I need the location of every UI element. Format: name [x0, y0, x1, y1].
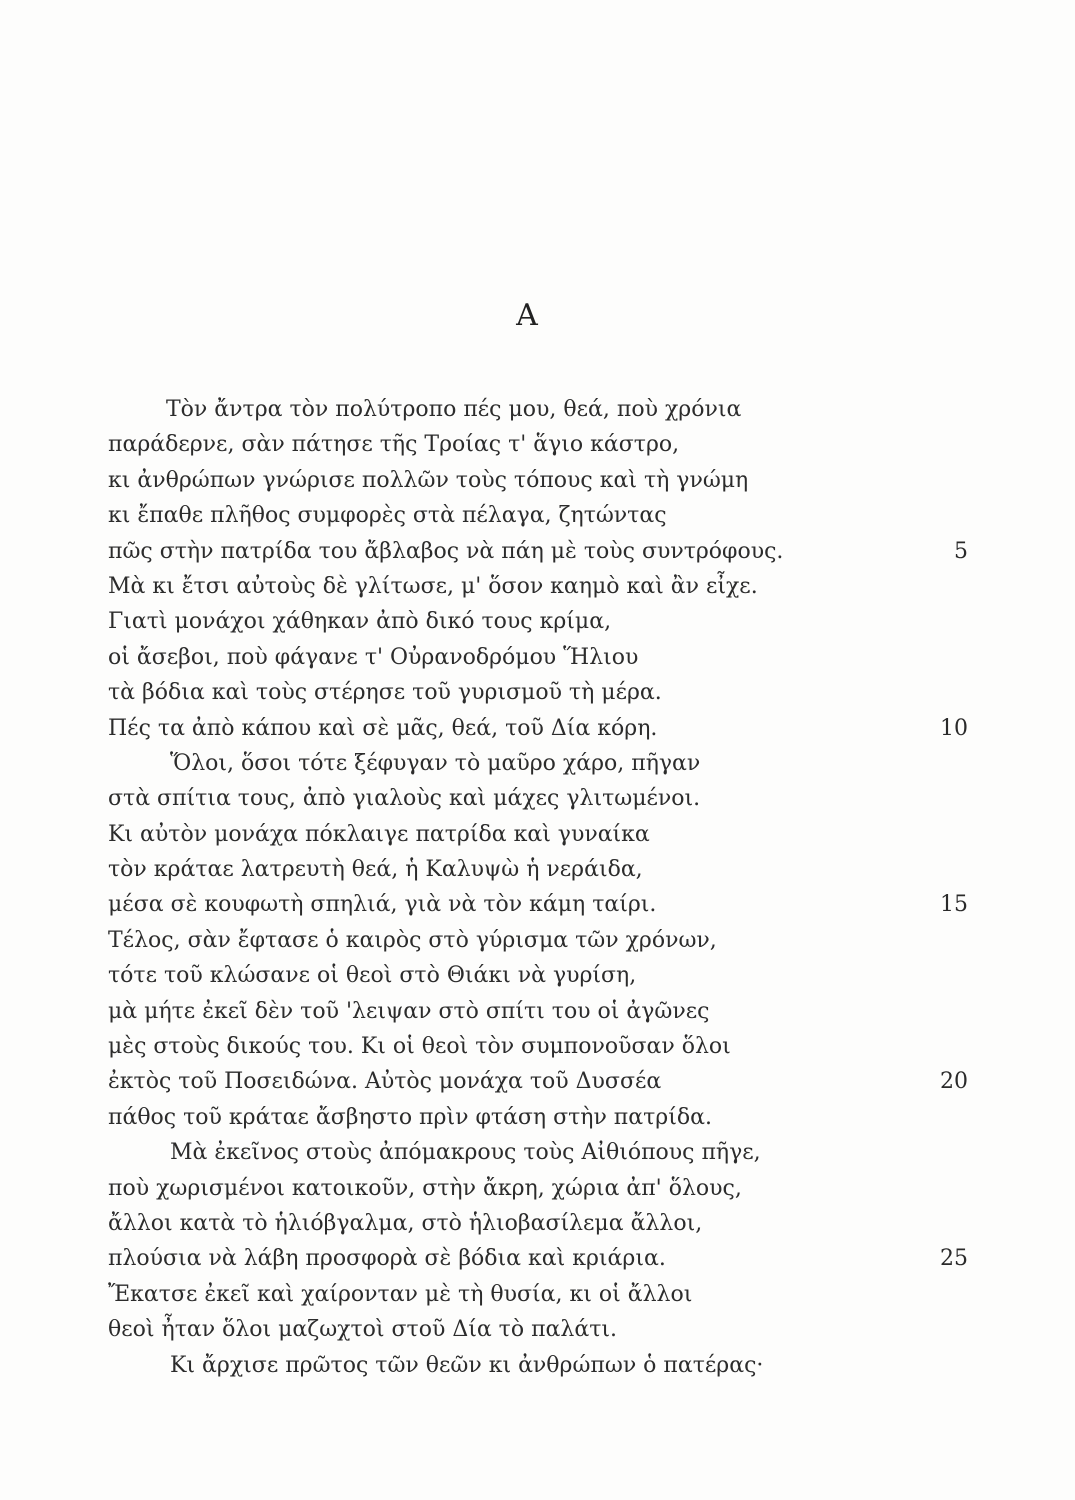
- verse-line: [108, 781, 968, 816]
- verse-text: πάθος τοῦ κράταε ἄσβηστο πρὶν φτάση στὴν πατρίδα.: [108, 1104, 712, 1130]
- verse-line: [108, 427, 968, 462]
- verse-text: ποὺ χωρισμένοι κατοικοῦν, στὴν ἄκρη, χώρια ἀπ' ὅλους,: [108, 1175, 742, 1201]
- verse-text: τὰ βόδια καὶ τοὺς στέρησε τοῦ γυρισμοῦ τὴ μέρα.: [108, 680, 662, 706]
- verse-line: [108, 498, 968, 533]
- book-title: Α: [516, 298, 539, 333]
- verse-line: [108, 1312, 968, 1347]
- verse-text: μὲς στοὺς δικούς του. Κι οἱ θεοὶ τὸν συμπονοῦσαν ὅλοι: [108, 1034, 731, 1060]
- verse-text: πῶς στὴν πατρίδα του ἄβλαβος νὰ πάη μὲ τοὺς συντρόφους.: [108, 538, 784, 564]
- verse-line: [108, 1277, 968, 1312]
- verse-text: Μὰ ἐκεῖνος στοὺς ἀπόμακρους τοὺς Αἰθιόπους πῆγε,: [170, 1140, 761, 1166]
- verse-line: [108, 852, 968, 887]
- verse-text: Ὅλοι, ὅσοι τότε ξέφυγαν τὸ μαῦρο χάρο, πῆγαν: [170, 750, 701, 776]
- verse-line: [108, 746, 968, 781]
- verse-line: [108, 958, 968, 993]
- verse-line: [108, 994, 968, 1029]
- verse-text: Γιατὶ μονάχοι χάθηκαν ἀπὸ δικό τους κρίμα,: [108, 609, 612, 635]
- verse-text: Ἔκατσε ἐκεῖ καὶ χαίρονταν μὲ τὴ θυσία, κι οἱ ἄλλοι: [108, 1281, 693, 1307]
- verse-text: οἱ ἄσεβοι, ποὺ φάγανε τ' Οὐρανοδρόμου Ἥλιου: [108, 644, 639, 670]
- verse-line: [108, 711, 968, 746]
- verse-text: ἄλλοι κατὰ τὸ ἡλιόβγαλμα, στὸ ἡλιοβασίλεμα ἄλλοι,: [108, 1210, 703, 1236]
- line-number: 10: [940, 715, 968, 741]
- verse-text: Πές τα ἀπὸ κάπου καὶ σὲ μᾶς, θεά, τοῦ Δία κόρη.: [108, 715, 658, 741]
- line-number: 15: [940, 892, 968, 918]
- verse-line: [108, 640, 968, 675]
- verse-text: μέσα σὲ κουφωτὴ σπηλιά, γιὰ νὰ τὸν κάμη ταίρι.: [108, 892, 657, 918]
- verse-text: παράδερνε, σὰν πάτησε τῆς Τροίας τ' ἅγιο κάστρο,: [108, 432, 680, 458]
- verse-line: [108, 1029, 968, 1064]
- verse-line: [108, 604, 968, 639]
- verse-line: [108, 392, 968, 427]
- verse-line: [108, 463, 968, 498]
- verse-line: [108, 675, 968, 710]
- verse-line: [108, 887, 968, 922]
- verse-line: [108, 1100, 968, 1135]
- verse-line: [108, 923, 968, 958]
- verse-text: στὰ σπίτια τους, ἀπὸ γιαλοὺς καὶ μάχες γλιτωμένοι.: [108, 786, 701, 812]
- verse-text: Κι ἄρχισε πρῶτος τῶν θεῶν κι ἀνθρώπων ὁ πατέρας·: [170, 1352, 764, 1378]
- verse-line: [108, 1064, 968, 1099]
- verse-line: [108, 569, 968, 604]
- verse-line: [108, 1348, 968, 1383]
- verse-text: τὸν κράταε λατρευτὴ θεά, ἡ Καλυψὼ ἡ νεράιδα,: [108, 857, 643, 883]
- line-number: 25: [940, 1246, 968, 1272]
- poem-body: [108, 392, 968, 1383]
- line-number: 5: [954, 538, 968, 564]
- verse-text: Τέλος, σὰν ἔφτασε ὁ καιρὸς στὸ γύρισμα τῶν χρόνων,: [108, 927, 717, 953]
- verse-line: [108, 534, 968, 569]
- verse-text: κι ἔπαθε πλῆθος συμφορὲς στὰ πέλαγα, ζητώντας: [108, 503, 667, 529]
- line-number: 20: [940, 1069, 968, 1095]
- verse-line: [108, 1241, 968, 1276]
- verse-line: [108, 817, 968, 852]
- verse-text: Κι αὐτὸν μονάχα πόκλαιγε πατρίδα καὶ γυναίκα: [108, 821, 650, 847]
- verse-line: [108, 1135, 968, 1170]
- verse-line: [108, 1206, 968, 1241]
- verse-text: Τὸν ἄντρα τὸν πολύτροπο πές μου, θεά, ποὺ χρόνια: [166, 397, 742, 422]
- verse-line: [108, 1171, 968, 1206]
- verse-text: μὰ μήτε ἐκεῖ δὲν τοῦ 'λειψαν στὸ σπίτι του οἱ ἀγῶνες: [108, 998, 710, 1024]
- verse-text: θεοὶ ἦταν ὅλοι μαζωχτοὶ στοῦ Δία τὸ παλάτι.: [108, 1317, 617, 1343]
- verse-text: τότε τοῦ κλώσανε οἱ θεοὶ στὸ Θιάκι νὰ γυρίση,: [108, 963, 637, 989]
- verse-text: πλούσια νὰ λάβη προσφορὰ σὲ βόδια καὶ κριάρια.: [108, 1246, 666, 1272]
- verse-text: ἐκτὸς τοῦ Ποσειδώνα. Αὐτὸς μονάχα τοῦ Δυσσέα: [108, 1069, 662, 1095]
- verse-text: κι ἀνθρώπων γνώρισε πολλῶν τοὺς τόπους καὶ τὴ γνώμη: [108, 467, 749, 493]
- verse-text: Μὰ κι ἔτσι αὐτοὺς δὲ γλίτωσε, μ' ὅσον καημὸ καὶ ἂν εἶχε.: [108, 573, 758, 599]
